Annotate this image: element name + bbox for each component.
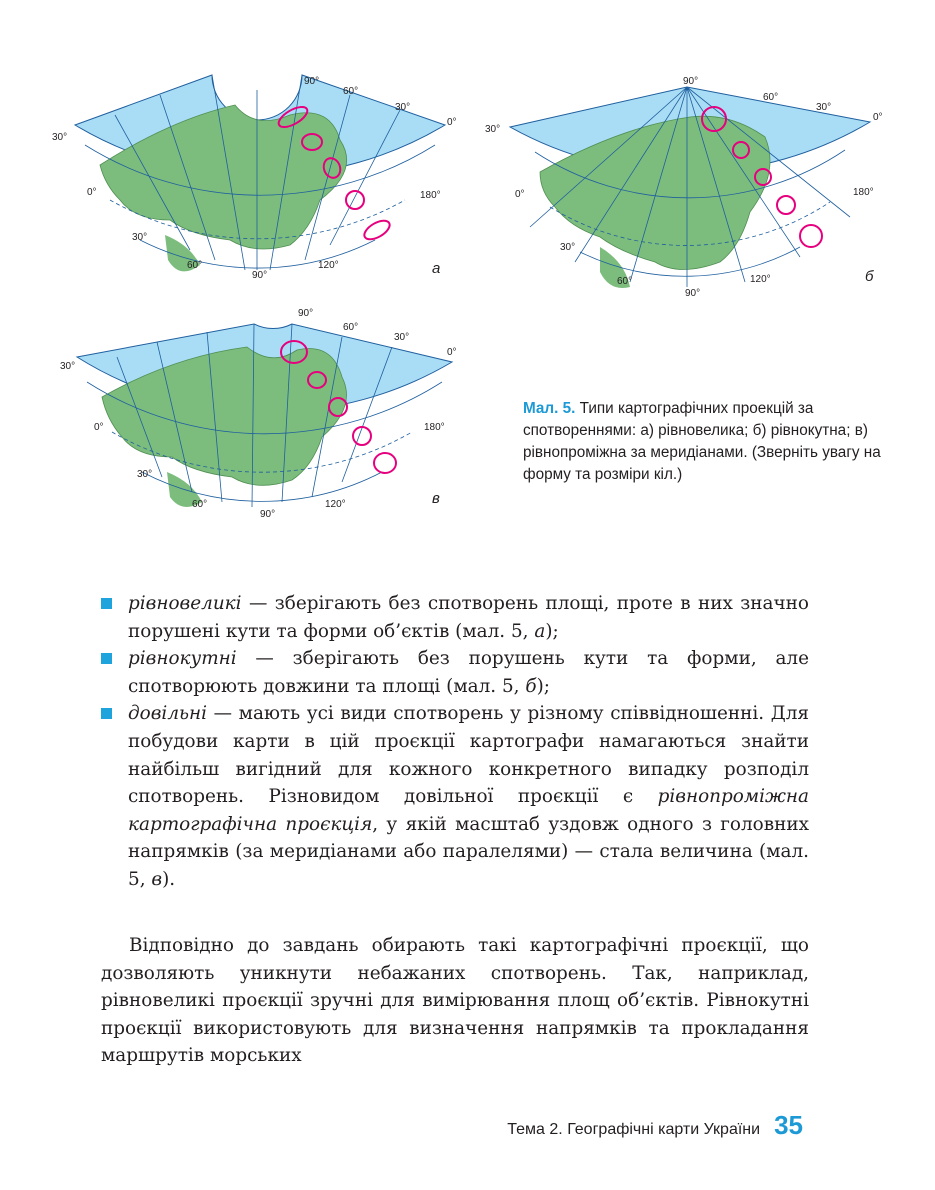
map-b-svg (480, 72, 900, 302)
map-b-label-60-bottom: 60° (617, 276, 633, 287)
map-a (40, 70, 470, 290)
map-c-label-0-right: 0° (447, 347, 457, 358)
footer-topic: Тема 2. Географічні карти України (507, 1121, 761, 1138)
map-b-label-60: 60° (763, 92, 779, 103)
bullet-square-icon (101, 653, 112, 664)
map-b-label-90: 90° (683, 76, 699, 87)
list-term: рівновеликі (128, 593, 242, 614)
map-a-label-180: 180° (420, 190, 441, 201)
map-b-label-30-left: 30° (485, 124, 501, 135)
map-c-label-90: 90° (298, 308, 314, 319)
list-end: ); (536, 675, 550, 697)
list-text: — мають усі види спотворень у різному співвідношенні. Для побудови карти в цій проєкції картографи намагаються знайти найбільш вигідний для кожного конкретного випадку розподіл спотворень. Різновидом довільної проєкції є (128, 703, 809, 808)
map-b-label-0-right: 0° (873, 112, 883, 123)
map-c-label-60: 60° (343, 322, 359, 333)
list-text: — зберігають без порушень кути та форми, але спотворюють довжини та площі (мал. 5, (128, 648, 809, 697)
map-c-label-90-bottom: 90° (260, 509, 276, 520)
bullet-square-icon (101, 708, 112, 719)
list-term: довільні (128, 703, 208, 725)
list-term: рівнокутні (128, 648, 237, 670)
list-text: — зберігають без спотворень площі, проте в них значно порушені кути та форми об’єктів (мал. 5, (128, 593, 809, 642)
map-b (480, 72, 900, 302)
map-a-label-30: 30° (395, 102, 411, 113)
map-c-letter: в (432, 490, 440, 507)
map-b-label-30: 30° (816, 102, 832, 113)
map-b-label-120-bottom: 120° (750, 274, 771, 285)
map-c-label-30: 30° (394, 332, 410, 343)
map-a-label-90: 90° (304, 76, 320, 87)
list-end: ); (545, 620, 559, 642)
list-end: ). (162, 868, 176, 890)
list-item (101, 590, 809, 645)
figure-caption (523, 398, 903, 486)
figure-ref: а (534, 620, 546, 642)
map-a-label-0-left: 0° (87, 187, 97, 198)
map-a-label-60-bottom: 60° (187, 260, 203, 271)
map-b-label-30-bottom: 30° (560, 242, 576, 253)
figure-ref: б (525, 675, 537, 697)
map-a-label-0-right: 0° (447, 117, 457, 128)
body-paragraph: Відповідно до завдань обирають такі картографічні проєкції, що дозволяють уникнути небажаних спотворень. Так, наприклад, рівновеликі проєкції зручні для вимірювання площ об’єктів. Рівнокутні проєкції використовують для визначення напрямків та прокладання маршрутів морських (101, 935, 809, 1067)
list-item (101, 700, 809, 893)
map-c-svg (42, 302, 472, 522)
page-footer (507, 1110, 803, 1141)
map-a-svg (40, 70, 470, 290)
map-a-label-60: 60° (343, 86, 359, 97)
map-c-label-180: 180° (424, 422, 445, 433)
bullet-square-icon (101, 598, 112, 609)
map-b-label-90-bottom: 90° (685, 288, 701, 299)
page-number: 35 (774, 1110, 803, 1140)
map-a-letter: а (432, 260, 441, 277)
map-b-label-0-left: 0° (515, 189, 525, 200)
map-b-label-180: 180° (853, 187, 874, 198)
map-a-label-30-bottom: 30° (132, 232, 148, 243)
map-a-label-120-bottom: 120° (318, 260, 339, 271)
list-item (101, 645, 809, 700)
map-c (42, 302, 472, 522)
map-a-label-90-bottom: 90° (252, 270, 268, 281)
map-b-letter: б (865, 268, 874, 285)
figure-ref: в (151, 868, 163, 890)
projection-types-list (101, 590, 809, 894)
caption-label: Мал. 5. (523, 400, 576, 417)
map-a-label-30-left: 30° (52, 132, 68, 143)
list-term-2: рівнопроміжна картографічна проєкція (128, 786, 809, 835)
caption-text: Типи картографічних проекцій за спотвореннями: а) рівновелика; б) рівнокутна; в) рівнопроміжна за меридіанами. (Зверніть увагу на форму та розміри кіл.) (523, 400, 881, 483)
map-c-label-60-bottom: 60° (192, 499, 208, 510)
map-c-label-120-bottom: 120° (325, 499, 346, 510)
map-c-label-0-left: 0° (94, 422, 104, 433)
map-c-label-30-left: 30° (60, 361, 76, 372)
list-text-2: , у якій масштаб уздовж одного з головних напрямків (за меридіанами або паралелями) — стала величина (мал. 5, (128, 813, 809, 890)
map-c-label-30-bottom: 30° (137, 469, 153, 480)
